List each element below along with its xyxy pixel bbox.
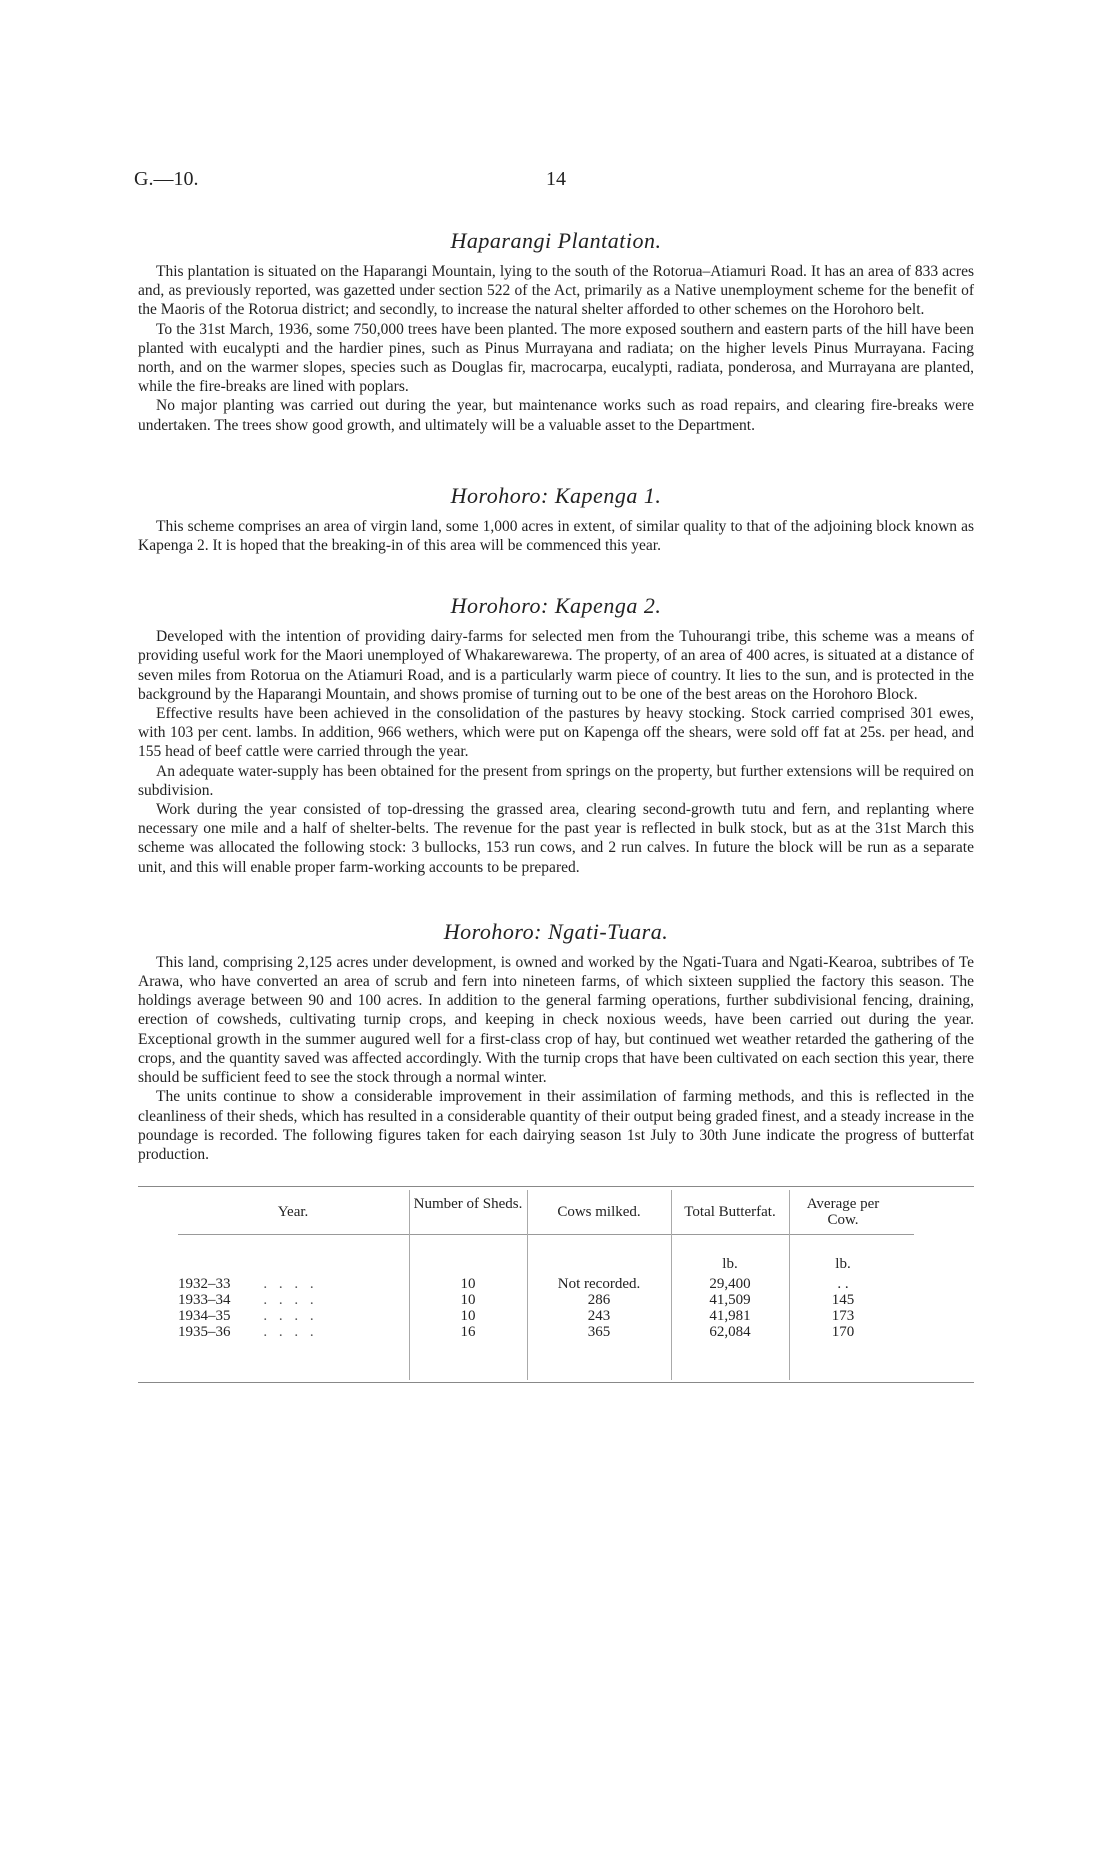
header-total-butterfat: Total Butterfat. xyxy=(684,1204,776,1221)
page-number: 14 xyxy=(546,168,566,190)
header-year: Year. xyxy=(277,1204,309,1221)
unit-butterfat: lb. xyxy=(722,1256,738,1273)
leader-dots: . . . . xyxy=(263,1292,318,1309)
paragraph: Work during the year consisted of top-dressing the grassed area, clearing second-growth tutu and fern, and replanting where necessary one mile and a half of shelter-belts. The revenue for the past year is reflected in bulk stock, but as at the 31st March this scheme was allocated the following stock: 3 bullocks, 153 run cows, and 2 run calves. In future the block will be run as a separate unit, and this will enable proper farm-working accounts to be prepared. xyxy=(138,801,974,876)
cell-average: 170 xyxy=(831,1324,855,1341)
header-cows-milked: Cows milked. xyxy=(557,1204,641,1221)
butterfat-table xyxy=(138,1186,974,1386)
table-header-rule xyxy=(178,1234,914,1235)
section-ngati-tuara xyxy=(138,919,974,1164)
cell-cows: Not recorded. xyxy=(557,1276,641,1293)
table-bottom-rule xyxy=(138,1382,974,1383)
paragraph: No major planting was carried out during the year, but maintenance works such as road repairs, and clearing fire-breaks were undertaken. The trees show good growth, and ultimately will be a valuable asset to the Department. xyxy=(138,397,974,434)
year-value: 1934–35 xyxy=(178,1308,231,1325)
section-haparangi-plantation xyxy=(138,228,974,435)
cell-average: 145 xyxy=(831,1292,855,1309)
cell-butterfat: 29,400 xyxy=(709,1276,751,1293)
paragraph: An adequate water-supply has been obtained for the present from springs on the property, but further extensions will be required on subdivision. xyxy=(138,762,974,799)
cell-average: 173 xyxy=(831,1308,855,1325)
paragraph: This scheme comprises an area of virgin land, some 1,000 acres in extent, of similar quality to that of the adjoining block known as Kapenga 2. It is hoped that the breaking-in of this area will be commenced this year. xyxy=(138,517,974,555)
year-value: 1933–34 xyxy=(178,1292,231,1309)
paragraph: This land, comprising 2,125 acres under development, is owned and worked by the Ngati-Tuara and Ngati-Kearoa, subtribes of Te Arawa, who have converted an area of scrub and fern into nineteen farms, of which sixteen supplied the factory this season. The holdings average between 90 and 100 acres. In addition to the general farming operations, further subdivisional fencing, draining, erection of cowsheds, cultivating turnip crops, and keeping in check noxious weeds, have been carried out during the year. Exceptional growth in the summer augured well for a first-class crop of hay, but continued wet weather retarded the gathering of the crops, and the quantity saved was affected accordingly. With the turnip crops that have been cultivated on each section this year, there should be sufficient feed to see the stock through a normal winter. xyxy=(138,953,974,1087)
paragraph: To the 31st March, 1936, some 750,000 trees have been planted. The more exposed southern and eastern parts of the hill have been planted with eucalypti and the hardier pines, such as Pinus Murrayana and radiata; on the higher levels Pinus Murrayana. Facing north, and on the warmer slopes, species such as Douglas fir, macrocarpa, eucalypti, radiata, ponderosa, and Murrayana are planted, while the fire-breaks are lined with poplars. xyxy=(138,320,974,396)
cell-sheds: 10 xyxy=(460,1276,476,1293)
leader-dots: . . . . xyxy=(263,1308,318,1325)
paragraph: The units continue to show a considerable improvement in their assimilation of farming methods, and this is reflected in the cleanliness of their sheds, which has resulted in a considerable quantity of their output being graded finest, and a steady increase in the poundage is recorded. The following figures taken for each dairying season 1st July to 30th June indicate the progress of butterfat production. xyxy=(138,1088,974,1163)
cell-cows: 243 xyxy=(587,1308,611,1325)
cell-year xyxy=(178,1276,408,1292)
cell-year xyxy=(178,1292,408,1308)
cell-sheds: 16 xyxy=(460,1324,476,1341)
cell-year xyxy=(178,1324,408,1340)
cell-butterfat: 62,084 xyxy=(709,1324,751,1341)
section-title: Horohoro: Kapenga 2. xyxy=(450,593,662,619)
header-sheds: Number of Sheds. xyxy=(413,1196,523,1213)
leader-dots: . . . . xyxy=(263,1324,318,1341)
section-title: Horohoro: Ngati-Tuara. xyxy=(443,918,669,944)
cell-cows: 365 xyxy=(587,1324,611,1341)
year-value: 1932–33 xyxy=(178,1276,231,1293)
paragraph: Developed with the intention of providing dairy-farms for selected men from the Tuhourangi tribe, this scheme was a means of providing useful work for the Maori unemployed of Whakarewarewa. The property, of an area of 400 acres, is situated at a distance of seven miles from Rotorua on the Atiamuri Road, and is a particularly warm piece of country. It lies to the sun, and is protected in the background by the Haparangi Mountain, and shows promise of turning out to be one of the best areas on the Horohoro Block. xyxy=(138,628,974,703)
cell-cows: 286 xyxy=(587,1292,611,1309)
cell-average: . . xyxy=(837,1276,849,1293)
cell-butterfat: 41,981 xyxy=(709,1308,751,1325)
section-title: Horohoro: Kapenga 1. xyxy=(450,482,662,508)
cell-sheds: 10 xyxy=(460,1308,476,1325)
cell-sheds: 10 xyxy=(460,1292,476,1309)
page-content xyxy=(138,228,974,1386)
cell-year xyxy=(178,1308,408,1324)
section-kapenga-1 xyxy=(138,483,974,555)
paragraph: Effective results have been achieved in the consolidation of the pastures by heavy stocking. Stock carried comprised 301 ewes, with 103 per cent. lambs. In addition, 966 wethers, which were put on Kapenga off the shears, were sold off fat at 25s. per head, and 155 head of beef cattle were carried through the year. xyxy=(138,705,974,761)
section-title: Haparangi Plantation. xyxy=(450,228,662,253)
leader-dots: . . . . xyxy=(263,1276,318,1293)
year-value: 1935–36 xyxy=(178,1324,231,1341)
cell-butterfat: 41,509 xyxy=(709,1292,751,1309)
document-reference: G.—10. xyxy=(134,168,199,190)
header-average-per-cow: Average per Cow. xyxy=(806,1196,880,1229)
table-top-rule xyxy=(138,1186,974,1187)
section-kapenga-2 xyxy=(138,593,974,877)
unit-average: lb. xyxy=(835,1256,851,1273)
paragraph: This plantation is situated on the Haparangi Mountain, lying to the south of the Rotorua–Atiamuri Road. It has an area of 833 acres and, as previously reported, was gazetted under section 522 of the Act, primarily as a Native unemployment scheme for the benefit of the Maoris of the Rotorua district; and secondly, to increase the natural shelter afforded to other schemes on the Horohoro belt. xyxy=(138,263,974,319)
